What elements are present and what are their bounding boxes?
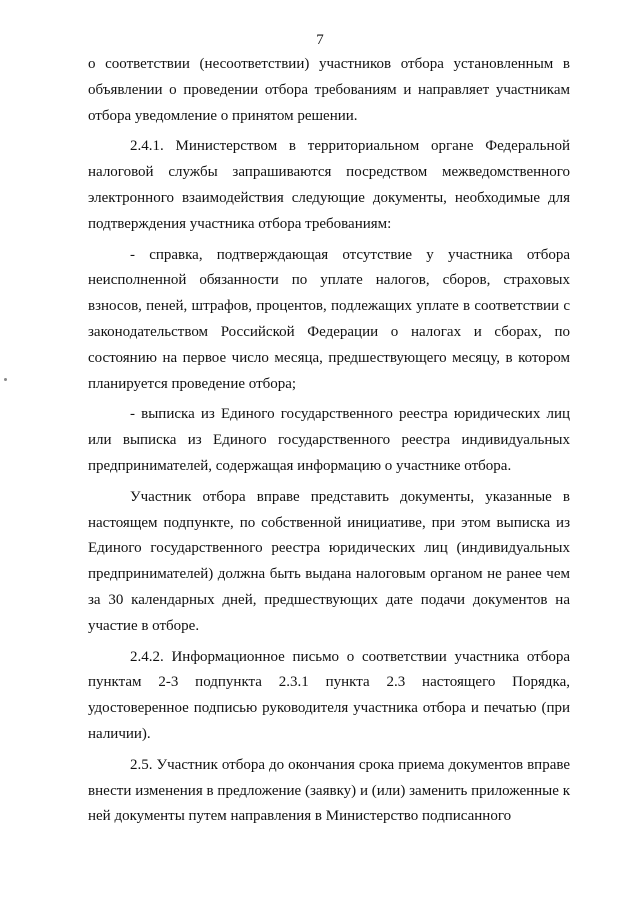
paragraph-continuation: о соответствии (несоответствии) участников отбора установленным в объявлении о проведении отбора требованиям и направляет участникам отбора уведомление о принятом решении. — [88, 56, 570, 124]
paragraph-2-4-2: 2.4.2. Информационное письмо о соответствии участника отбора пунктам 2-3 подпункта 2.3.1 пункта 2.3 настоящего Порядка, удостоверенное подписью руководителя участника отбора и печатью (при наличии). — [88, 648, 570, 742]
paragraph-2-5: 2.5. Участник отбора до окончания срока приема документов вправе внести изменения в предложение (заявку) и (или) заменить приложенные к ней документы путем направления в Министерство подписанного — [88, 756, 570, 825]
list-item-registry-extract: - выписка из Единого государственного реестра юридических лиц или выписка из Единого государственного реестра индивидуальных предпринимателей, содержащая информацию о участнике отбора. — [88, 406, 570, 474]
list-item-tax-certificate: - справка, подтверждающая отсутствие у участника отбора неисполненной обязанности по уплате налогов, сборов, страховых взносов, пеней, штрафов, процентов, подлежащих уплате в соответствии с законодательством Российской Федерации о налогах и сборах, по состоянию на первое число месяца, предшествующего месяцу, в котором планируется проведение отбора; — [88, 246, 570, 392]
margin-mark — [4, 378, 7, 381]
paragraph-own-initiative: Участник отбора вправе представить документы, указанные в настоящем подпункте, по собственной инициативе, при этом выписка из Единого государственного реестра юридических лиц (индивидуальных предпринимателей) должна быть выдана налоговым органом не ранее чем за 30 календарных дней, предшествующих дате подачи документов на участие в отборе. — [88, 488, 570, 634]
page-number: 7 — [316, 32, 324, 48]
document-body — [88, 52, 570, 835]
paragraph-2-4-1: 2.4.1. Министерством в территориальном органе Федеральной налоговой службы запрашиваются посредством межведомственного электронного взаимодействия следующие документы, необходимые для подтверждения участника отбора требованиям: — [88, 138, 570, 232]
